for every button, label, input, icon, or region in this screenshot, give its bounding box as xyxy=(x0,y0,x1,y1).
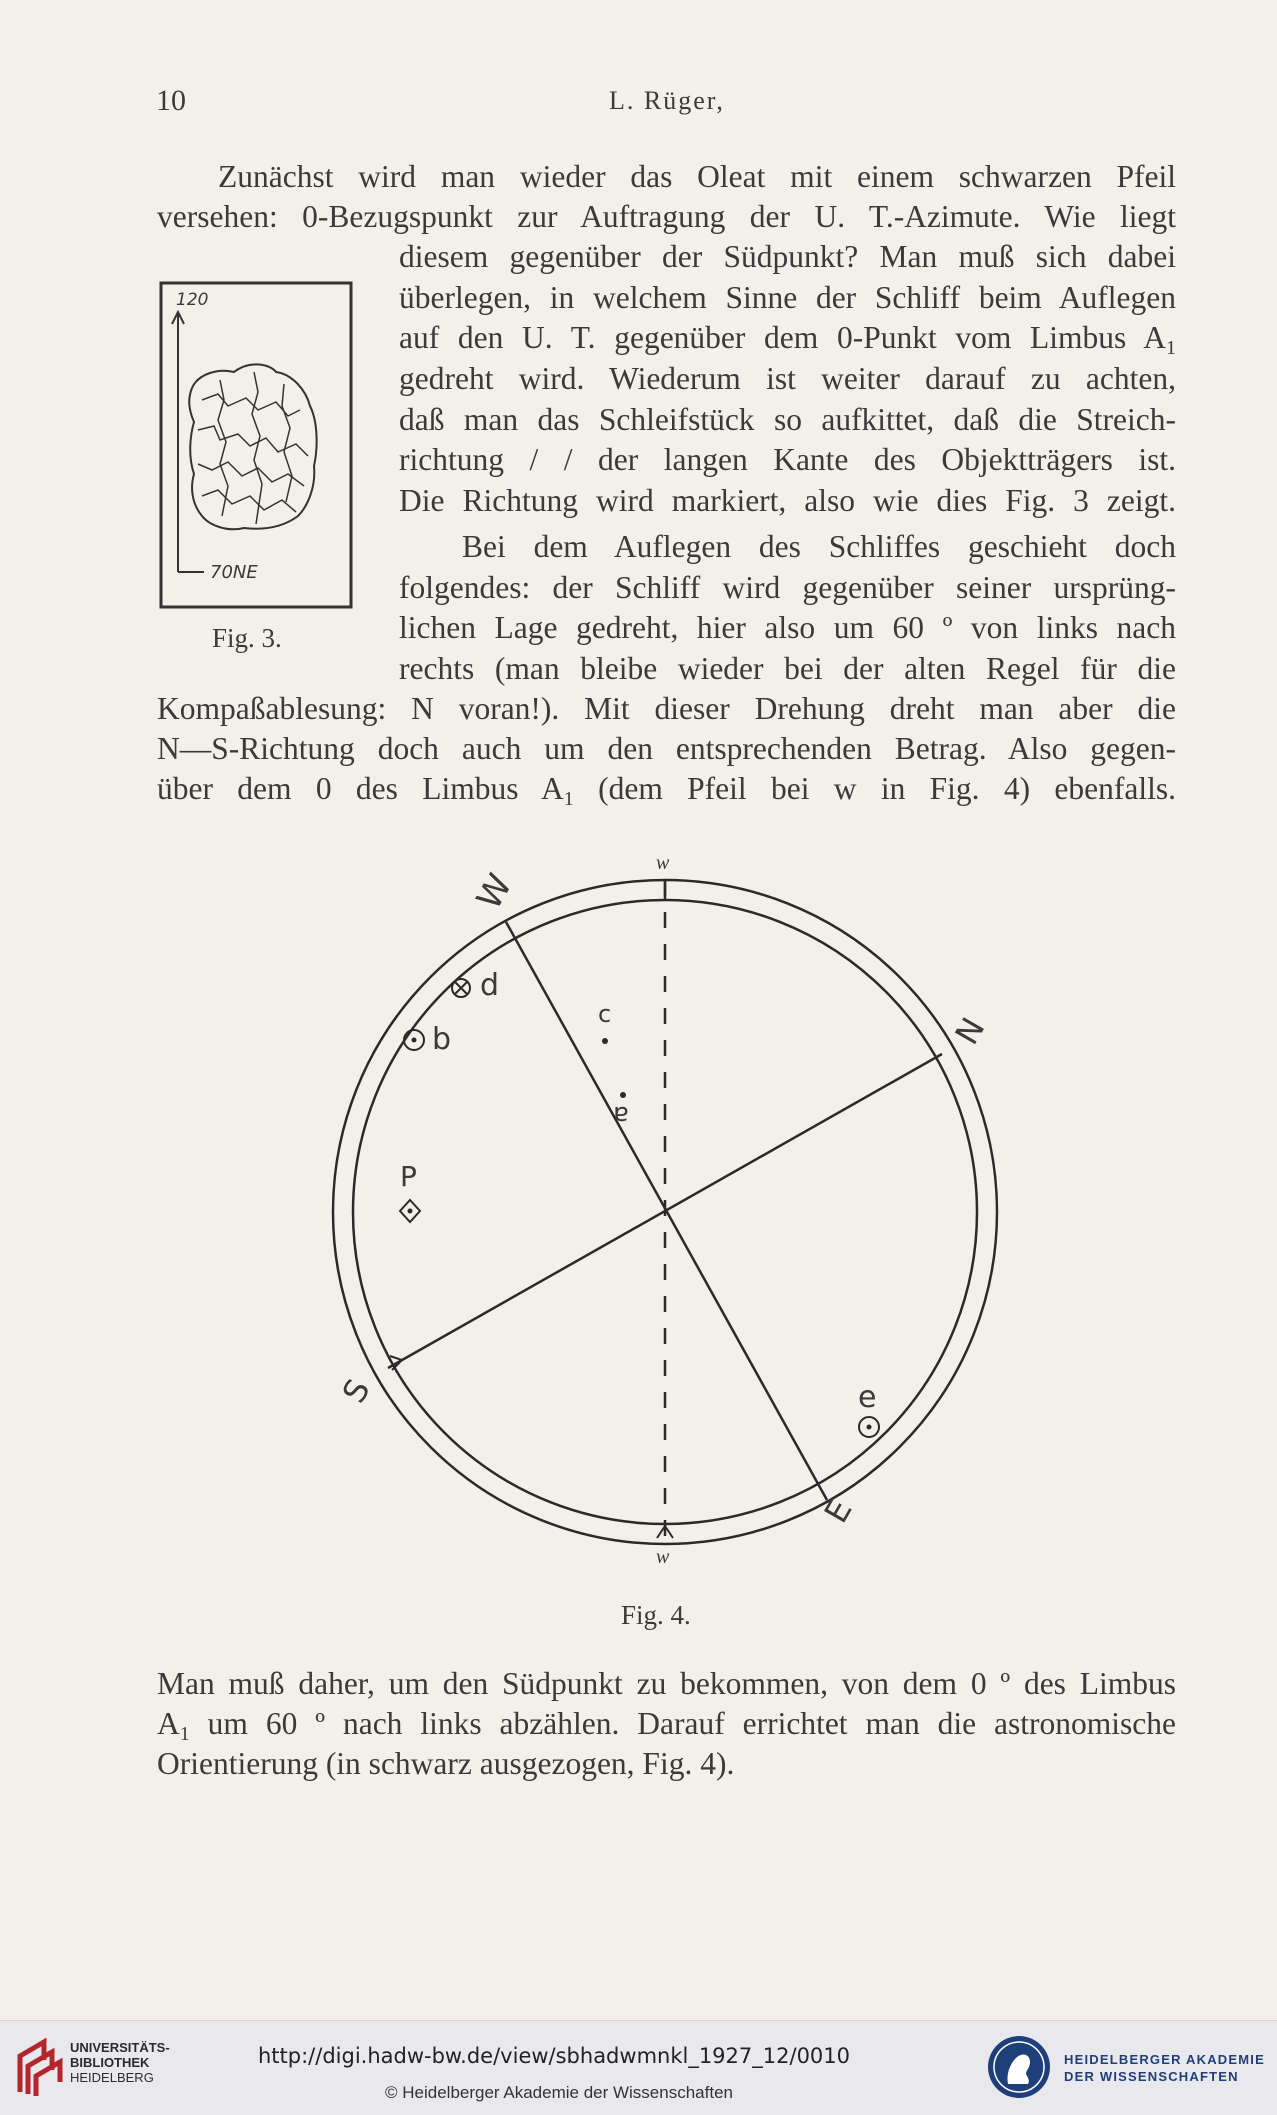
text-line: Bei dem Auflegen des Schliffes geschieht doch xyxy=(462,529,1176,564)
text-line: lichen Lage gedreht, hier also um 60 º von links nach xyxy=(399,610,1176,645)
figure-3-drawing xyxy=(158,280,354,610)
text-line: richtung / / der langen Kante des Objektträgers ist. xyxy=(399,442,1176,477)
text-line: überlegen, in welchem Sinne der Schliff beim Auflegen xyxy=(399,280,1176,315)
library-logo-icon[interactable] xyxy=(14,2036,66,2103)
text-line: Die Richtung wird markiert, also wie dies Fig. 3 zeigt. xyxy=(399,483,1176,518)
library-name xyxy=(70,2040,170,2085)
copyright-notice: © Heidelberger Akademie der Wissenschaften xyxy=(385,2083,733,2102)
text-line: daß man das Schleifstück so aufkittet, daß die Streich- xyxy=(399,402,1176,437)
text-line: versehen: 0-Bezugspunkt zur Auftragung der U. T.-Azimute. Wie liegt xyxy=(157,199,1176,234)
library-line: BIBLIOTHEK xyxy=(70,2055,150,2070)
label-e: e xyxy=(858,1380,877,1415)
academy-name xyxy=(1064,2051,1265,2085)
figure-4-caption: Fig. 4. xyxy=(621,1600,691,1630)
text-line: Orientierung (in schwarz ausgezogen, Fig. 4). xyxy=(157,1746,735,1781)
label-w-bottom: w xyxy=(656,1546,670,1568)
label-P: P xyxy=(400,1160,417,1193)
label-W: W xyxy=(469,867,521,917)
library-line: HEIDELBERG xyxy=(70,2070,154,2085)
academy-line: DER WISSENSCHAFTEN xyxy=(1064,2069,1239,2084)
figure-3-caption: Fig. 3. xyxy=(212,623,282,653)
academy-line: HEIDELBERGER AKADEMIE xyxy=(1064,2052,1265,2067)
fig3-label-bottom: 70NE xyxy=(210,562,258,583)
text-line: N—S-Richtung doch auch um den entsprechenden Betrag. Also gegen- xyxy=(157,731,1176,766)
text-line: Kompaßablesung: N voran!). Mit dieser Drehung dreht man aber die xyxy=(157,691,1176,726)
label-S: S xyxy=(334,1372,378,1410)
library-line: UNIVERSITÄTS- xyxy=(70,2040,170,2055)
text-line: über dem 0 des Limbus $A_1$ (dem Pfeil bei w in Fig. 4) ebenfalls. xyxy=(157,771,1176,810)
text-line: Zunächst wird man wieder das Oleat mit einem schwarzen Pfeil xyxy=(218,159,1176,194)
label-E: E xyxy=(816,1492,860,1530)
figure-3 xyxy=(158,280,354,610)
permalink-url[interactable]: http://digi.hadw-bw.de/view/sbhadwmnkl_1927_12/0010 xyxy=(258,2044,851,2068)
label-b: b xyxy=(432,1022,452,1057)
running-head: L. Rüger, xyxy=(609,86,725,115)
text-line: rechts (man bleibe wieder bei der alten Regel für die xyxy=(399,651,1176,686)
page-number: 10 xyxy=(156,84,186,117)
text-line: Man muß daher, um den Südpunkt zu bekommen, von dem 0 º des Limbus xyxy=(157,1666,1176,1701)
academy-seal-icon[interactable] xyxy=(986,2034,1052,2105)
label-w-top: w xyxy=(656,852,670,874)
text-line: auf den U. T. gegenüber dem 0-Punkt vom Limbus $A_1$ xyxy=(399,320,1176,359)
label-d: d xyxy=(480,968,500,1003)
fig3-label-top: 120 xyxy=(176,290,209,310)
label-N: N xyxy=(947,1011,993,1051)
text-line: diesem gegenüber der Südpunkt? Man muß sich dabei xyxy=(399,239,1176,274)
text-line: gedreht wird. Wiederum ist weiter darauf zu achten, xyxy=(399,361,1176,396)
text-line: $A_1$ um 60 º nach links abzählen. Darauf errichtet man die astronomische xyxy=(157,1706,1176,1745)
figure-4-drawing xyxy=(318,850,1018,1580)
label-c: c xyxy=(598,1000,612,1028)
figure-4 xyxy=(318,850,1018,1580)
text-line: folgendes: der Schliff wird gegenüber seiner ursprüng- xyxy=(399,570,1176,605)
label-a: a xyxy=(613,1100,629,1130)
